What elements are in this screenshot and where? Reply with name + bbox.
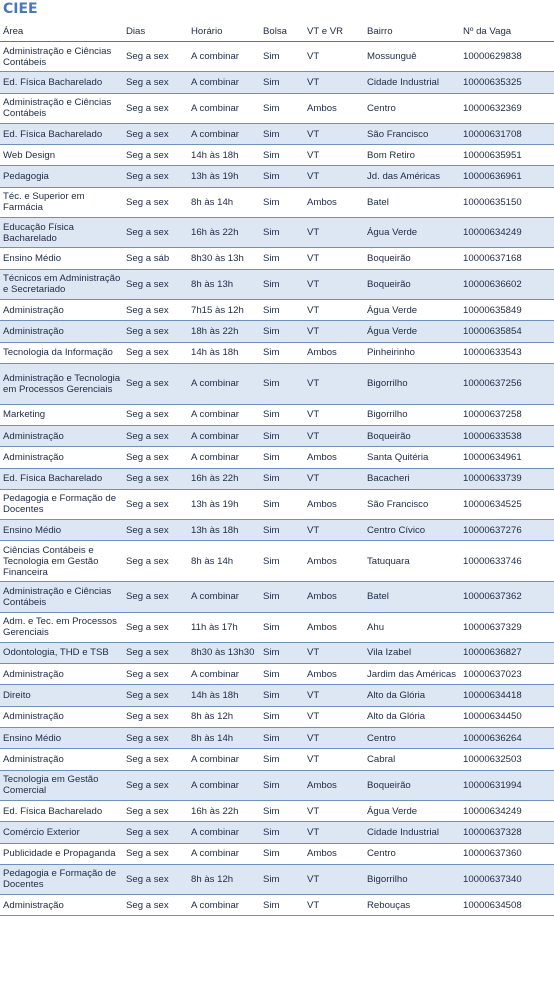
- cell-bolsa: Sim: [260, 468, 304, 489]
- cell-dias: Seg a sex: [123, 145, 188, 166]
- cell-vt-vr: VT: [304, 321, 364, 342]
- cell-vt-vr: Ambos: [304, 93, 364, 123]
- cell-horario: 13h às 18h: [188, 520, 260, 541]
- cell-horario: A combinar: [188, 425, 260, 446]
- table-row: [0, 248, 554, 269]
- cell-dias: Seg a sex: [123, 685, 188, 706]
- table-row: [0, 42, 554, 72]
- cell-horario: 8h às 14h: [188, 187, 260, 217]
- cell-dias: Seg a sex: [123, 706, 188, 727]
- cell-vaga: 10000637023: [460, 664, 554, 685]
- cell-vaga: 10000634249: [460, 800, 554, 821]
- cell-dias: Seg a sex: [123, 749, 188, 770]
- cell-bolsa: Sim: [260, 425, 304, 446]
- cell-area: Administração e Ciências Contábeis: [0, 582, 123, 612]
- cell-vaga: 10000637329: [460, 612, 554, 642]
- cell-bolsa: Sim: [260, 612, 304, 642]
- cell-vaga: 10000635325: [460, 72, 554, 93]
- cell-vt-vr: VT: [304, 166, 364, 187]
- table-row: [0, 269, 554, 299]
- cell-dias: Seg a sex: [123, 489, 188, 519]
- cell-bairro: Boqueirão: [364, 269, 460, 299]
- cell-dias: Seg a sex: [123, 664, 188, 685]
- cell-bolsa: Sim: [260, 321, 304, 342]
- cell-dias: Seg a sex: [123, 468, 188, 489]
- cell-bolsa: Sim: [260, 248, 304, 269]
- cell-dias: Seg a sex: [123, 582, 188, 612]
- cell-bairro: Pinheirinho: [364, 342, 460, 363]
- cell-dias: Seg a sex: [123, 541, 188, 582]
- cell-area: Ensino Médio: [0, 248, 123, 269]
- cell-vaga: 10000637362: [460, 582, 554, 612]
- cell-area: Publicidade e Propaganda: [0, 843, 123, 864]
- cell-area: Odontologia, THD e TSB: [0, 642, 123, 663]
- cell-horario: 14h às 18h: [188, 342, 260, 363]
- cell-bairro: Boqueirão: [364, 425, 460, 446]
- cell-vaga: 10000632369: [460, 93, 554, 123]
- cell-vaga: 10000633538: [460, 425, 554, 446]
- cell-horario: A combinar: [188, 404, 260, 425]
- cell-bolsa: Sim: [260, 404, 304, 425]
- cell-bairro: Alto da Glória: [364, 685, 460, 706]
- cell-dias: Seg a sex: [123, 218, 188, 248]
- cell-horario: A combinar: [188, 72, 260, 93]
- cell-vt-vr: VT: [304, 642, 364, 663]
- cell-area: Ed. Física Bacharelado: [0, 468, 123, 489]
- cell-vaga: 10000635951: [460, 145, 554, 166]
- cell-area: Pedagogia e Formação de Docentes: [0, 489, 123, 519]
- table-row: [0, 706, 554, 727]
- cell-bolsa: Sim: [260, 864, 304, 894]
- cell-vt-vr: Ambos: [304, 541, 364, 582]
- cell-vt-vr: VT: [304, 123, 364, 144]
- cell-horario: A combinar: [188, 123, 260, 144]
- cell-horario: 8h às 12h: [188, 864, 260, 894]
- cell-vt-vr: Ambos: [304, 770, 364, 800]
- cell-dias: Seg a sex: [123, 72, 188, 93]
- column-header-vaga: Nº da Vaga: [460, 22, 554, 42]
- cell-bairro: Boqueirão: [364, 248, 460, 269]
- cell-vaga: 10000635849: [460, 299, 554, 320]
- cell-bolsa: Sim: [260, 93, 304, 123]
- cell-bolsa: Sim: [260, 541, 304, 582]
- cell-horario: 7h15 às 12h: [188, 299, 260, 320]
- cell-horario: A combinar: [188, 664, 260, 685]
- cell-bolsa: Sim: [260, 363, 304, 404]
- cell-horario: 8h às 12h: [188, 706, 260, 727]
- cell-dias: Seg a sex: [123, 612, 188, 642]
- cell-vt-vr: VT: [304, 218, 364, 248]
- table-row: [0, 864, 554, 894]
- cell-horario: 16h às 22h: [188, 218, 260, 248]
- cell-bairro: Centro: [364, 93, 460, 123]
- cell-bairro: Mossunguê: [364, 42, 460, 72]
- table-row: [0, 541, 554, 582]
- cell-bairro: Tatuquara: [364, 541, 460, 582]
- cell-dias: Seg a sex: [123, 166, 188, 187]
- cell-horario: 11h às 17h: [188, 612, 260, 642]
- cell-bolsa: Sim: [260, 447, 304, 468]
- table-row: [0, 425, 554, 446]
- cell-vaga: 10000633543: [460, 342, 554, 363]
- cell-dias: Seg a sex: [123, 770, 188, 800]
- cell-area: Ed. Física Bacharelado: [0, 72, 123, 93]
- cell-horario: 16h às 22h: [188, 800, 260, 821]
- cell-vaga: 10000637340: [460, 864, 554, 894]
- table-row: [0, 363, 554, 404]
- cell-area: Ensino Médio: [0, 728, 123, 749]
- table-row: [0, 447, 554, 468]
- table-row: [0, 770, 554, 800]
- cell-vaga: 10000632503: [460, 749, 554, 770]
- table-row: [0, 123, 554, 144]
- cell-dias: Seg a sex: [123, 822, 188, 843]
- cell-area: Tecnologia em Gestão Comercial: [0, 770, 123, 800]
- table-row: [0, 685, 554, 706]
- cell-vt-vr: VT: [304, 864, 364, 894]
- cell-horario: 13h às 19h: [188, 166, 260, 187]
- cell-bolsa: Sim: [260, 145, 304, 166]
- cell-bairro: Bigorrilho: [364, 363, 460, 404]
- cell-vt-vr: VT: [304, 363, 364, 404]
- cell-bairro: Centro Cívico: [364, 520, 460, 541]
- cell-bolsa: Sim: [260, 218, 304, 248]
- cell-horario: 8h30 às 13h: [188, 248, 260, 269]
- cell-dias: Seg a sex: [123, 895, 188, 916]
- cell-area: Tecnologia da Informação: [0, 342, 123, 363]
- cell-bolsa: Sim: [260, 749, 304, 770]
- cell-bolsa: Sim: [260, 800, 304, 821]
- cell-dias: Seg a sex: [123, 299, 188, 320]
- cell-horario: A combinar: [188, 93, 260, 123]
- cell-bairro: Jardim das Américas: [364, 664, 460, 685]
- cell-bairro: Água Verde: [364, 299, 460, 320]
- cell-area: Administração e Tecnologia em Processos Gerenciais: [0, 363, 123, 404]
- cell-dias: Seg a sex: [123, 800, 188, 821]
- cell-bairro: Bigorrilho: [364, 864, 460, 894]
- table-row: [0, 72, 554, 93]
- cell-area: Administração: [0, 321, 123, 342]
- cell-area: Administração: [0, 425, 123, 446]
- cell-area: Administração: [0, 664, 123, 685]
- cell-vt-vr: VT: [304, 299, 364, 320]
- cell-vaga: 10000634508: [460, 895, 554, 916]
- cell-area: Administração e Ciências Contábeis: [0, 93, 123, 123]
- cell-area: Direito: [0, 685, 123, 706]
- cell-bairro: Ahu: [364, 612, 460, 642]
- cell-horario: A combinar: [188, 749, 260, 770]
- table-row: [0, 166, 554, 187]
- cell-vt-vr: VT: [304, 468, 364, 489]
- cell-area: Administração: [0, 895, 123, 916]
- cell-bairro: Água Verde: [364, 800, 460, 821]
- table-row: [0, 843, 554, 864]
- cell-area: Ciências Contábeis e Tecnologia em Gestão Financeira: [0, 541, 123, 582]
- table-row: [0, 582, 554, 612]
- cell-horario: A combinar: [188, 770, 260, 800]
- cell-horario: A combinar: [188, 363, 260, 404]
- cell-vaga: 10000634961: [460, 447, 554, 468]
- cell-bairro: Cabral: [364, 749, 460, 770]
- cell-dias: Seg a sex: [123, 404, 188, 425]
- cell-bairro: Cidade Industrial: [364, 822, 460, 843]
- cell-bairro: Rebouças: [364, 895, 460, 916]
- cell-area: Administração: [0, 447, 123, 468]
- cell-bolsa: Sim: [260, 72, 304, 93]
- cell-bairro: Vila Izabel: [364, 642, 460, 663]
- column-header-bolsa: Bolsa: [260, 22, 304, 42]
- cell-vaga: 10000637276: [460, 520, 554, 541]
- cell-vaga: 10000635854: [460, 321, 554, 342]
- cell-dias: Seg a sex: [123, 642, 188, 663]
- cell-bolsa: Sim: [260, 489, 304, 519]
- cell-horario: 14h às 18h: [188, 685, 260, 706]
- cell-vaga: 10000637258: [460, 404, 554, 425]
- cell-dias: Seg a sex: [123, 728, 188, 749]
- table-row: [0, 468, 554, 489]
- cell-vt-vr: VT: [304, 822, 364, 843]
- cell-dias: Seg a sáb: [123, 248, 188, 269]
- cell-vaga: 10000636264: [460, 728, 554, 749]
- job-listings-table: [0, 22, 554, 916]
- cell-bolsa: Sim: [260, 342, 304, 363]
- cell-area: Marketing: [0, 404, 123, 425]
- cell-vt-vr: VT: [304, 800, 364, 821]
- cell-area: Ed. Física Bacharelado: [0, 800, 123, 821]
- cell-dias: Seg a sex: [123, 447, 188, 468]
- cell-bairro: Centro: [364, 843, 460, 864]
- cell-vt-vr: VT: [304, 425, 364, 446]
- table-row: [0, 822, 554, 843]
- cell-vt-vr: VT: [304, 728, 364, 749]
- cell-vt-vr: VT: [304, 248, 364, 269]
- cell-bolsa: Sim: [260, 664, 304, 685]
- cell-area: Administração: [0, 706, 123, 727]
- cell-bolsa: Sim: [260, 187, 304, 217]
- table-row: [0, 728, 554, 749]
- cell-area: Educação Física Bacharelado: [0, 218, 123, 248]
- table-header-row: [0, 22, 554, 42]
- table-row: [0, 489, 554, 519]
- cell-vt-vr: VT: [304, 895, 364, 916]
- cell-vaga: 10000634249: [460, 218, 554, 248]
- cell-vt-vr: VT: [304, 706, 364, 727]
- cell-vaga: 10000636961: [460, 166, 554, 187]
- cell-bairro: São Francisco: [364, 123, 460, 144]
- cell-area: Comércio Exterior: [0, 822, 123, 843]
- cell-horario: A combinar: [188, 843, 260, 864]
- cell-bairro: Batel: [364, 582, 460, 612]
- table-row: [0, 187, 554, 217]
- cell-area: Téc. e Superior em Farmácia: [0, 187, 123, 217]
- cell-vt-vr: VT: [304, 269, 364, 299]
- cell-area: Administração: [0, 749, 123, 770]
- page-title: CIEE: [3, 1, 38, 17]
- cell-vaga: 10000635150: [460, 187, 554, 217]
- cell-bolsa: Sim: [260, 642, 304, 663]
- cell-vaga: 10000634525: [460, 489, 554, 519]
- cell-vt-vr: VT: [304, 42, 364, 72]
- cell-dias: Seg a sex: [123, 520, 188, 541]
- table-row: [0, 520, 554, 541]
- cell-vt-vr: Ambos: [304, 582, 364, 612]
- cell-dias: Seg a sex: [123, 187, 188, 217]
- cell-vaga: 10000633746: [460, 541, 554, 582]
- cell-dias: Seg a sex: [123, 425, 188, 446]
- cell-dias: Seg a sex: [123, 843, 188, 864]
- cell-bairro: Centro: [364, 728, 460, 749]
- cell-bairro: Alto da Glória: [364, 706, 460, 727]
- cell-bolsa: Sim: [260, 582, 304, 612]
- cell-vaga: 10000633739: [460, 468, 554, 489]
- cell-dias: Seg a sex: [123, 363, 188, 404]
- table-row: [0, 321, 554, 342]
- cell-bairro: São Francisco: [364, 489, 460, 519]
- cell-bairro: Bacacheri: [364, 468, 460, 489]
- cell-vt-vr: VT: [304, 72, 364, 93]
- cell-dias: Seg a sex: [123, 123, 188, 144]
- table-row: [0, 218, 554, 248]
- cell-vt-vr: VT: [304, 520, 364, 541]
- cell-bairro: Jd. das Américas: [364, 166, 460, 187]
- cell-area: Adm. e Tec. em Processos Gerenciais: [0, 612, 123, 642]
- cell-vt-vr: VT: [304, 145, 364, 166]
- cell-vt-vr: VT: [304, 749, 364, 770]
- cell-horario: 8h às 14h: [188, 541, 260, 582]
- cell-vt-vr: Ambos: [304, 612, 364, 642]
- cell-area: Administração e Ciências Contábeis: [0, 42, 123, 72]
- cell-bolsa: Sim: [260, 706, 304, 727]
- cell-bolsa: Sim: [260, 843, 304, 864]
- cell-bairro: Água Verde: [364, 321, 460, 342]
- cell-horario: A combinar: [188, 582, 260, 612]
- table-row: [0, 800, 554, 821]
- cell-dias: Seg a sex: [123, 342, 188, 363]
- cell-vaga: 10000636602: [460, 269, 554, 299]
- table-row: [0, 749, 554, 770]
- cell-dias: Seg a sex: [123, 864, 188, 894]
- cell-vt-vr: Ambos: [304, 447, 364, 468]
- cell-vt-vr: VT: [304, 685, 364, 706]
- cell-bairro: Água Verde: [364, 218, 460, 248]
- cell-bolsa: Sim: [260, 166, 304, 187]
- table-row: [0, 342, 554, 363]
- cell-area: Ensino Médio: [0, 520, 123, 541]
- cell-bairro: Bom Retiro: [364, 145, 460, 166]
- cell-horario: 8h30 às 13h30: [188, 642, 260, 663]
- cell-area: Web Design: [0, 145, 123, 166]
- cell-bolsa: Sim: [260, 123, 304, 144]
- column-header-area: Área: [0, 22, 123, 42]
- cell-bairro: Boqueirão: [364, 770, 460, 800]
- cell-bairro: Bigorrilho: [364, 404, 460, 425]
- cell-area: Técnicos em Administração e Secretariado: [0, 269, 123, 299]
- column-header-dias: Dias: [123, 22, 188, 42]
- cell-vaga: 10000631708: [460, 123, 554, 144]
- cell-vt-vr: Ambos: [304, 489, 364, 519]
- table-row: [0, 612, 554, 642]
- cell-dias: Seg a sex: [123, 93, 188, 123]
- cell-vaga: 10000636827: [460, 642, 554, 663]
- cell-bairro: Batel: [364, 187, 460, 217]
- cell-bairro: Santa Quitéria: [364, 447, 460, 468]
- cell-vt-vr: Ambos: [304, 342, 364, 363]
- cell-horario: A combinar: [188, 895, 260, 916]
- column-header-vt-vr: VT e VR: [304, 22, 364, 42]
- table-row: [0, 299, 554, 320]
- cell-vaga: 10000637168: [460, 248, 554, 269]
- cell-vaga: 10000637256: [460, 363, 554, 404]
- cell-horario: A combinar: [188, 822, 260, 843]
- cell-area: Administração: [0, 299, 123, 320]
- cell-vaga: 10000634418: [460, 685, 554, 706]
- cell-horario: A combinar: [188, 447, 260, 468]
- cell-horario: A combinar: [188, 42, 260, 72]
- cell-horario: 14h às 18h: [188, 145, 260, 166]
- table-row: [0, 93, 554, 123]
- cell-area: Pedagogia e Formação de Docentes: [0, 864, 123, 894]
- cell-horario: 8h às 13h: [188, 269, 260, 299]
- cell-bolsa: Sim: [260, 728, 304, 749]
- table-row: [0, 642, 554, 663]
- cell-vaga: 10000634450: [460, 706, 554, 727]
- cell-bolsa: Sim: [260, 822, 304, 843]
- cell-bolsa: Sim: [260, 520, 304, 541]
- cell-horario: 13h às 19h: [188, 489, 260, 519]
- cell-vt-vr: Ambos: [304, 664, 364, 685]
- table-row: [0, 895, 554, 916]
- cell-vt-vr: Ambos: [304, 187, 364, 217]
- cell-area: Pedagogia: [0, 166, 123, 187]
- cell-bolsa: Sim: [260, 895, 304, 916]
- cell-horario: 8h às 14h: [188, 728, 260, 749]
- cell-bairro: Cidade Industrial: [364, 72, 460, 93]
- cell-vaga: 10000637360: [460, 843, 554, 864]
- cell-horario: 16h às 22h: [188, 468, 260, 489]
- column-header-bairro: Bairro: [364, 22, 460, 42]
- cell-dias: Seg a sex: [123, 321, 188, 342]
- table-row: [0, 145, 554, 166]
- table-row: [0, 664, 554, 685]
- cell-vt-vr: VT: [304, 404, 364, 425]
- cell-vt-vr: Ambos: [304, 843, 364, 864]
- column-header-horario: Horário: [188, 22, 260, 42]
- cell-bolsa: Sim: [260, 42, 304, 72]
- cell-area: Ed. Física Bacharelado: [0, 123, 123, 144]
- table-row: [0, 404, 554, 425]
- cell-bolsa: Sim: [260, 685, 304, 706]
- cell-bolsa: Sim: [260, 269, 304, 299]
- cell-bolsa: Sim: [260, 299, 304, 320]
- cell-vaga: 10000631994: [460, 770, 554, 800]
- cell-vaga: 10000629838: [460, 42, 554, 72]
- cell-bolsa: Sim: [260, 770, 304, 800]
- table-body: [0, 42, 554, 916]
- cell-vaga: 10000637328: [460, 822, 554, 843]
- cell-horario: 18h às 22h: [188, 321, 260, 342]
- cell-dias: Seg a sex: [123, 42, 188, 72]
- cell-dias: Seg a sex: [123, 269, 188, 299]
